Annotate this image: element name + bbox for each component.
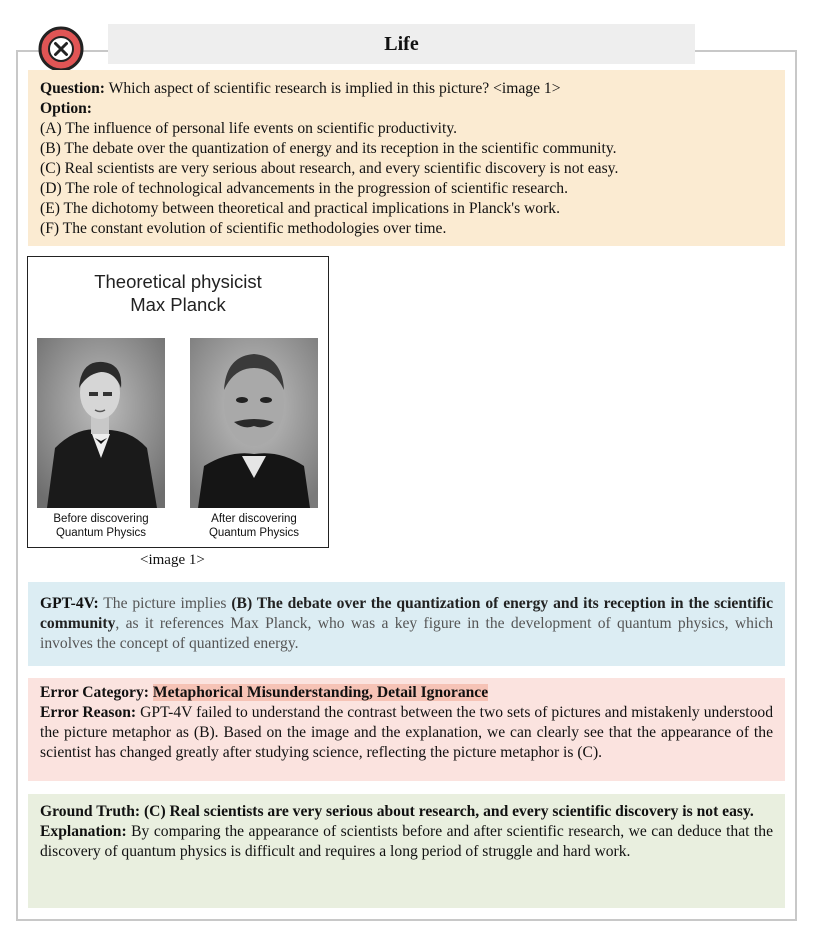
error-category: Metaphorical Misunderstanding, Detail Ignorance — [152, 684, 489, 701]
caption-after: After discovering Quantum Physics — [208, 513, 300, 539]
option-f: (F) The constant evolution of scientific methodologies over time. — [40, 220, 447, 237]
caption-before: Before discovering Quantum Physics — [53, 513, 149, 539]
question-label: Question: — [40, 80, 105, 97]
option-b: (B) The debate over the quantization of energy and its reception in the scientific community. — [40, 140, 617, 157]
explanation-line — [40, 822, 773, 862]
explanation-text: By comparing the appearance of scientists before and after scientific research, we can deduce that the discovery of quantum physics is difficult and requires a long period of struggle and hard work. — [40, 823, 773, 860]
ground-truth-box — [28, 794, 785, 908]
gpt-text-2: , as it references Max Planck, who was a key figure in the development of quantum physics, which involves the concept of quantized energy. — [40, 615, 773, 652]
title-bar — [108, 24, 695, 64]
error-reason: GPT-4V failed to understand the contrast between the two sets of pictures and mistakenly understood the picture metaphor as (B). Based on the image and the explanation, we can clearly see that the appearance of the scientist has changed greatly after studying science, reflecting the picture metaphor is (C). — [40, 704, 773, 761]
option-a: (A) The influence of personal life events on scientific productivity. — [40, 120, 457, 137]
gpt-label: GPT-4V: — [40, 595, 99, 612]
question-text: Which aspect of scientific research is implied in this picture? <image 1> — [108, 80, 561, 97]
error-category-label: Error Category: — [40, 684, 149, 701]
gpt-answer-box — [28, 582, 785, 666]
explanation-label: Explanation: — [40, 823, 127, 840]
image-figure — [27, 256, 329, 548]
gpt-text-1: The picture implies — [103, 595, 227, 612]
error-box — [28, 678, 785, 781]
planck-old-photo — [190, 338, 318, 508]
figure-title: Theoretical physicist Max Planck — [94, 271, 262, 315]
error-reason-label: Error Reason: — [40, 704, 137, 721]
option-c: (C) Real scientists are very serious about research, and every scientific discovery is not easy. — [40, 160, 619, 177]
error-reason-line — [40, 703, 773, 763]
planck-young-photo — [37, 338, 165, 508]
question-box — [28, 70, 785, 246]
option-heading: Option: — [40, 100, 92, 117]
page-title: Life — [384, 32, 419, 55]
error-category-line — [40, 683, 773, 703]
option-d: (D) The role of technological advancements in the progression of scientific research. — [40, 180, 568, 197]
question-line — [40, 79, 773, 99]
gpt-bold-answer: (B) The debate over the quantization of energy and its reception in the scientific community — [40, 595, 773, 632]
image-label: <image 1> — [140, 552, 205, 568]
ground-truth: Ground Truth: (C) Real scientists are very serious about research, and every scientific discovery is not easy. — [40, 803, 754, 820]
option-e: (E) The dichotomy between theoretical and practical implications in Planck's work. — [40, 200, 560, 217]
error-x-icon — [37, 25, 85, 73]
